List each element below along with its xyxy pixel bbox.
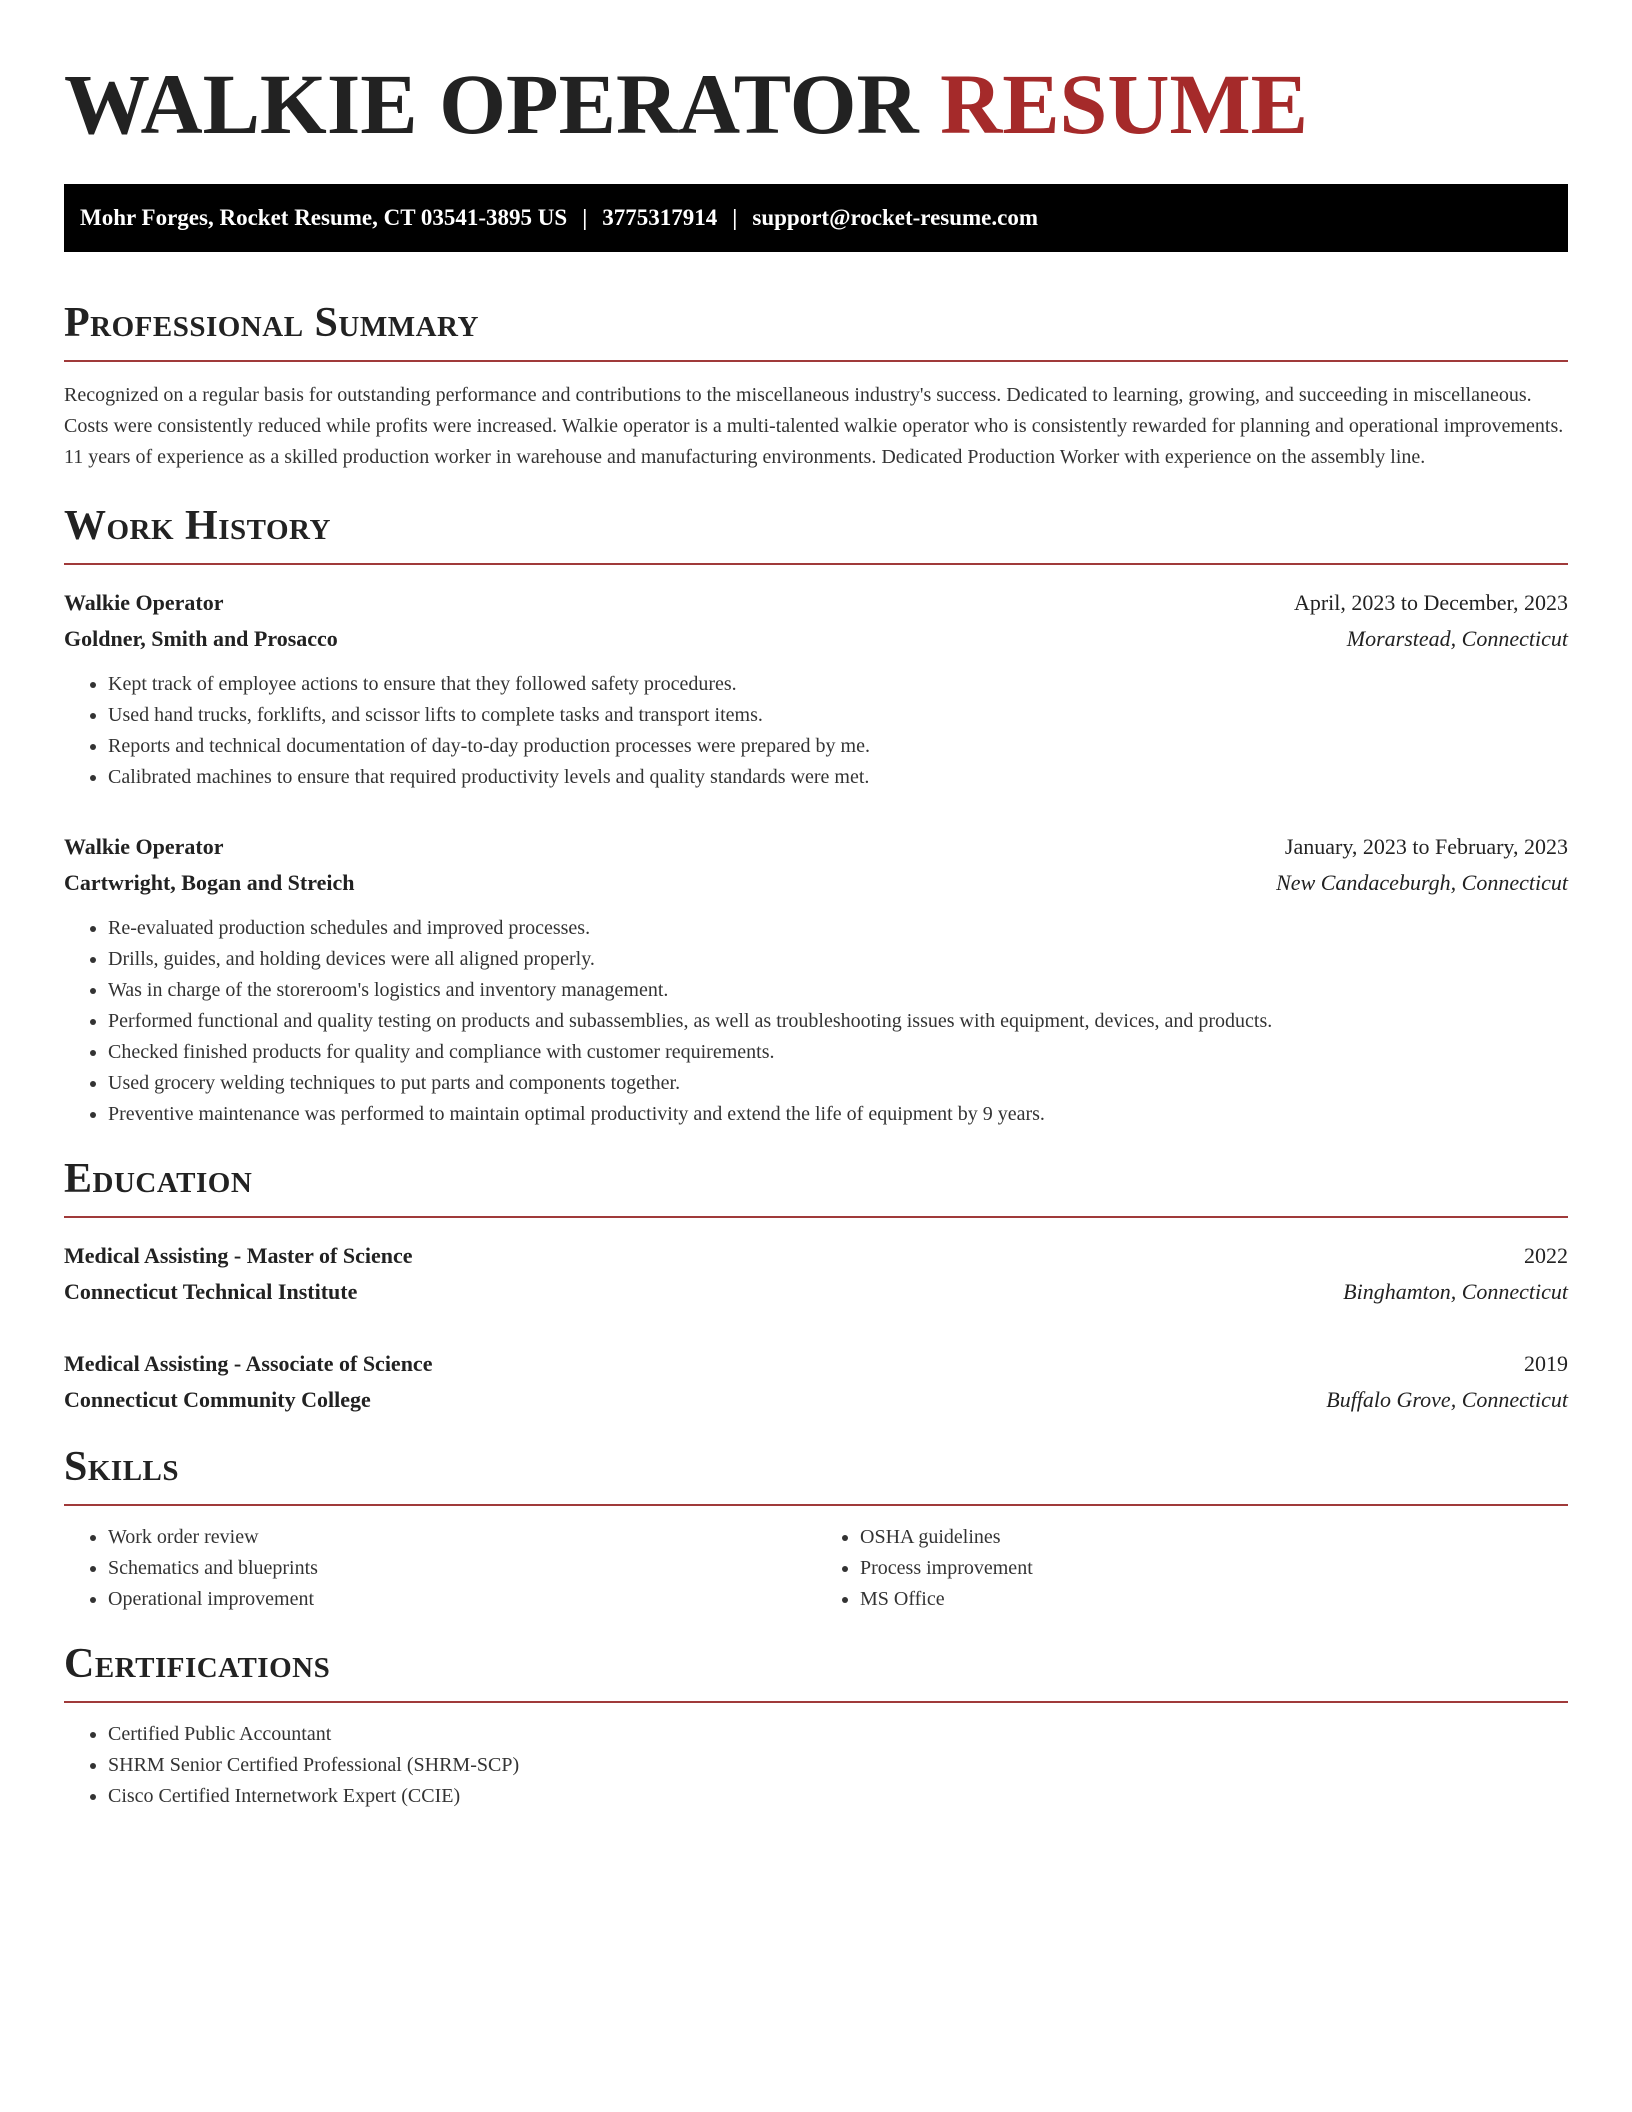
job-company-row (64, 621, 1568, 657)
list-item: • Operational improvement (108, 1584, 816, 1615)
list-item: • Preventive maintenance was performed to maintain optimal productivity and extend the life of equipment by 9 years. (108, 1099, 1568, 1130)
list-item: • Calibrated machines to ensure that required productivity levels and quality standards were met. (108, 762, 1568, 793)
education-location: Buffalo Grove, Connecticut (1326, 1387, 1568, 1412)
list-item: • Kept track of employee actions to ensure that they followed safety procedures. (108, 669, 1568, 700)
job-dates: April, 2023 to December, 2023 (1293, 590, 1568, 615)
section-divider (64, 1701, 1568, 1703)
section-divider (64, 360, 1568, 362)
skills-list-left (64, 1522, 816, 1615)
list-item: • Schematics and blueprints (108, 1553, 816, 1584)
skills-list-right (816, 1522, 1568, 1615)
contact-separator: | (582, 205, 588, 230)
list-item: • OSHA guidelines (860, 1522, 1568, 1553)
job-dates: January, 2023 to February, 2023 (1284, 834, 1568, 859)
list-item: • Certified Public Accountant (108, 1719, 1568, 1750)
list-item: • Re-evaluated production schedules and improved processes. (108, 913, 1568, 944)
education-school: Connecticut Community College (64, 1387, 371, 1412)
job-entry (64, 585, 1568, 793)
education-degree: Medical Assisting - Master of Science (64, 1243, 413, 1268)
job-company: Cartwright, Bogan and Streich (64, 870, 355, 895)
education-heading: Education (64, 1156, 253, 1202)
resume-title (64, 56, 1568, 152)
work-history-heading: Work History (64, 503, 331, 549)
education-year: 2022 (1524, 1243, 1568, 1268)
summary-text: Recognized on a regular basis for outstanding performance and contributions to the miscellaneous industry's success. Dedicated to learning, growing, and succeeding in miscellaneous. Costs were consistently reduced while profits were increased. Walkie operator is a multi-talented walkie operator who is consistently rewarded for planning and operational improvements. 11 years of experience as a skilled production worker in warehouse and manufacturing environments. Dedicated Production Worker with experience on the assembly line. (64, 384, 1564, 468)
education-degree-row (64, 1346, 1568, 1382)
list-item: • Drills, guides, and holding devices were all aligned properly. (108, 944, 1568, 975)
job-bullets (64, 913, 1568, 1130)
title-main: WALKIE OPERATOR (64, 56, 919, 152)
list-item: • Work order review (108, 1522, 816, 1553)
job-bullets (64, 669, 1568, 793)
education-school: Connecticut Technical Institute (64, 1279, 358, 1304)
education-degree-row (64, 1238, 1568, 1274)
job-header-row (64, 829, 1568, 865)
contact-bar (64, 184, 1568, 252)
section-divider (64, 1216, 1568, 1218)
education-school-row (64, 1382, 1568, 1418)
job-location: Morarstead, Connecticut (1346, 626, 1568, 651)
education-entry (64, 1238, 1568, 1310)
title-accent: RESUME (940, 56, 1309, 152)
skills-columns (64, 1522, 1568, 1615)
list-item: • MS Office (860, 1584, 1568, 1615)
list-item: • Used grocery welding techniques to put parts and components together. (108, 1068, 1568, 1099)
section-divider (64, 563, 1568, 565)
list-item: • Process improvement (860, 1553, 1568, 1584)
contact-phone: 3775317914 (602, 205, 718, 230)
job-entry (64, 829, 1568, 1130)
list-item: • SHRM Senior Certified Professional (SHRM-SCP) (108, 1750, 1568, 1781)
list-item: • Checked finished products for quality and compliance with customer requirements. (108, 1037, 1568, 1068)
list-item: • Reports and technical documentation of day-to-day production processes were prepared by me. (108, 731, 1568, 762)
summary-heading: Professional Summary (64, 300, 479, 346)
education-entry (64, 1346, 1568, 1418)
job-company: Goldner, Smith and Prosacco (64, 626, 338, 651)
list-item: • Performed functional and quality testing on products and subassemblies, as well as troubleshooting issues with equipment, devices, and products. (108, 1006, 1568, 1037)
education-degree: Medical Assisting - Associate of Science (64, 1351, 433, 1376)
section-divider (64, 1504, 1568, 1506)
contact-separator: | (732, 205, 738, 230)
list-item: • Cisco Certified Internetwork Expert (CCIE) (108, 1781, 1568, 1812)
job-header-row (64, 585, 1568, 621)
job-title: Walkie Operator (64, 590, 224, 615)
education-school-row (64, 1274, 1568, 1310)
education-year: 2019 (1524, 1351, 1568, 1376)
skills-heading: Skills (64, 1444, 180, 1490)
job-company-row (64, 865, 1568, 901)
contact-email: support@rocket-resume.com (752, 205, 1039, 230)
list-item: • Used hand trucks, forklifts, and scissor lifts to complete tasks and transport items. (108, 700, 1568, 731)
education-location: Binghamton, Connecticut (1343, 1279, 1568, 1304)
certifications-heading: Certifications (64, 1641, 331, 1687)
certifications-list (64, 1719, 1568, 1812)
list-item: • Was in charge of the storeroom's logistics and inventory management. (108, 975, 1568, 1006)
job-location: New Candaceburgh, Connecticut (1276, 870, 1568, 895)
job-title: Walkie Operator (64, 834, 224, 859)
contact-address: Mohr Forges, Rocket Resume, CT 03541-3895 US (80, 205, 568, 230)
